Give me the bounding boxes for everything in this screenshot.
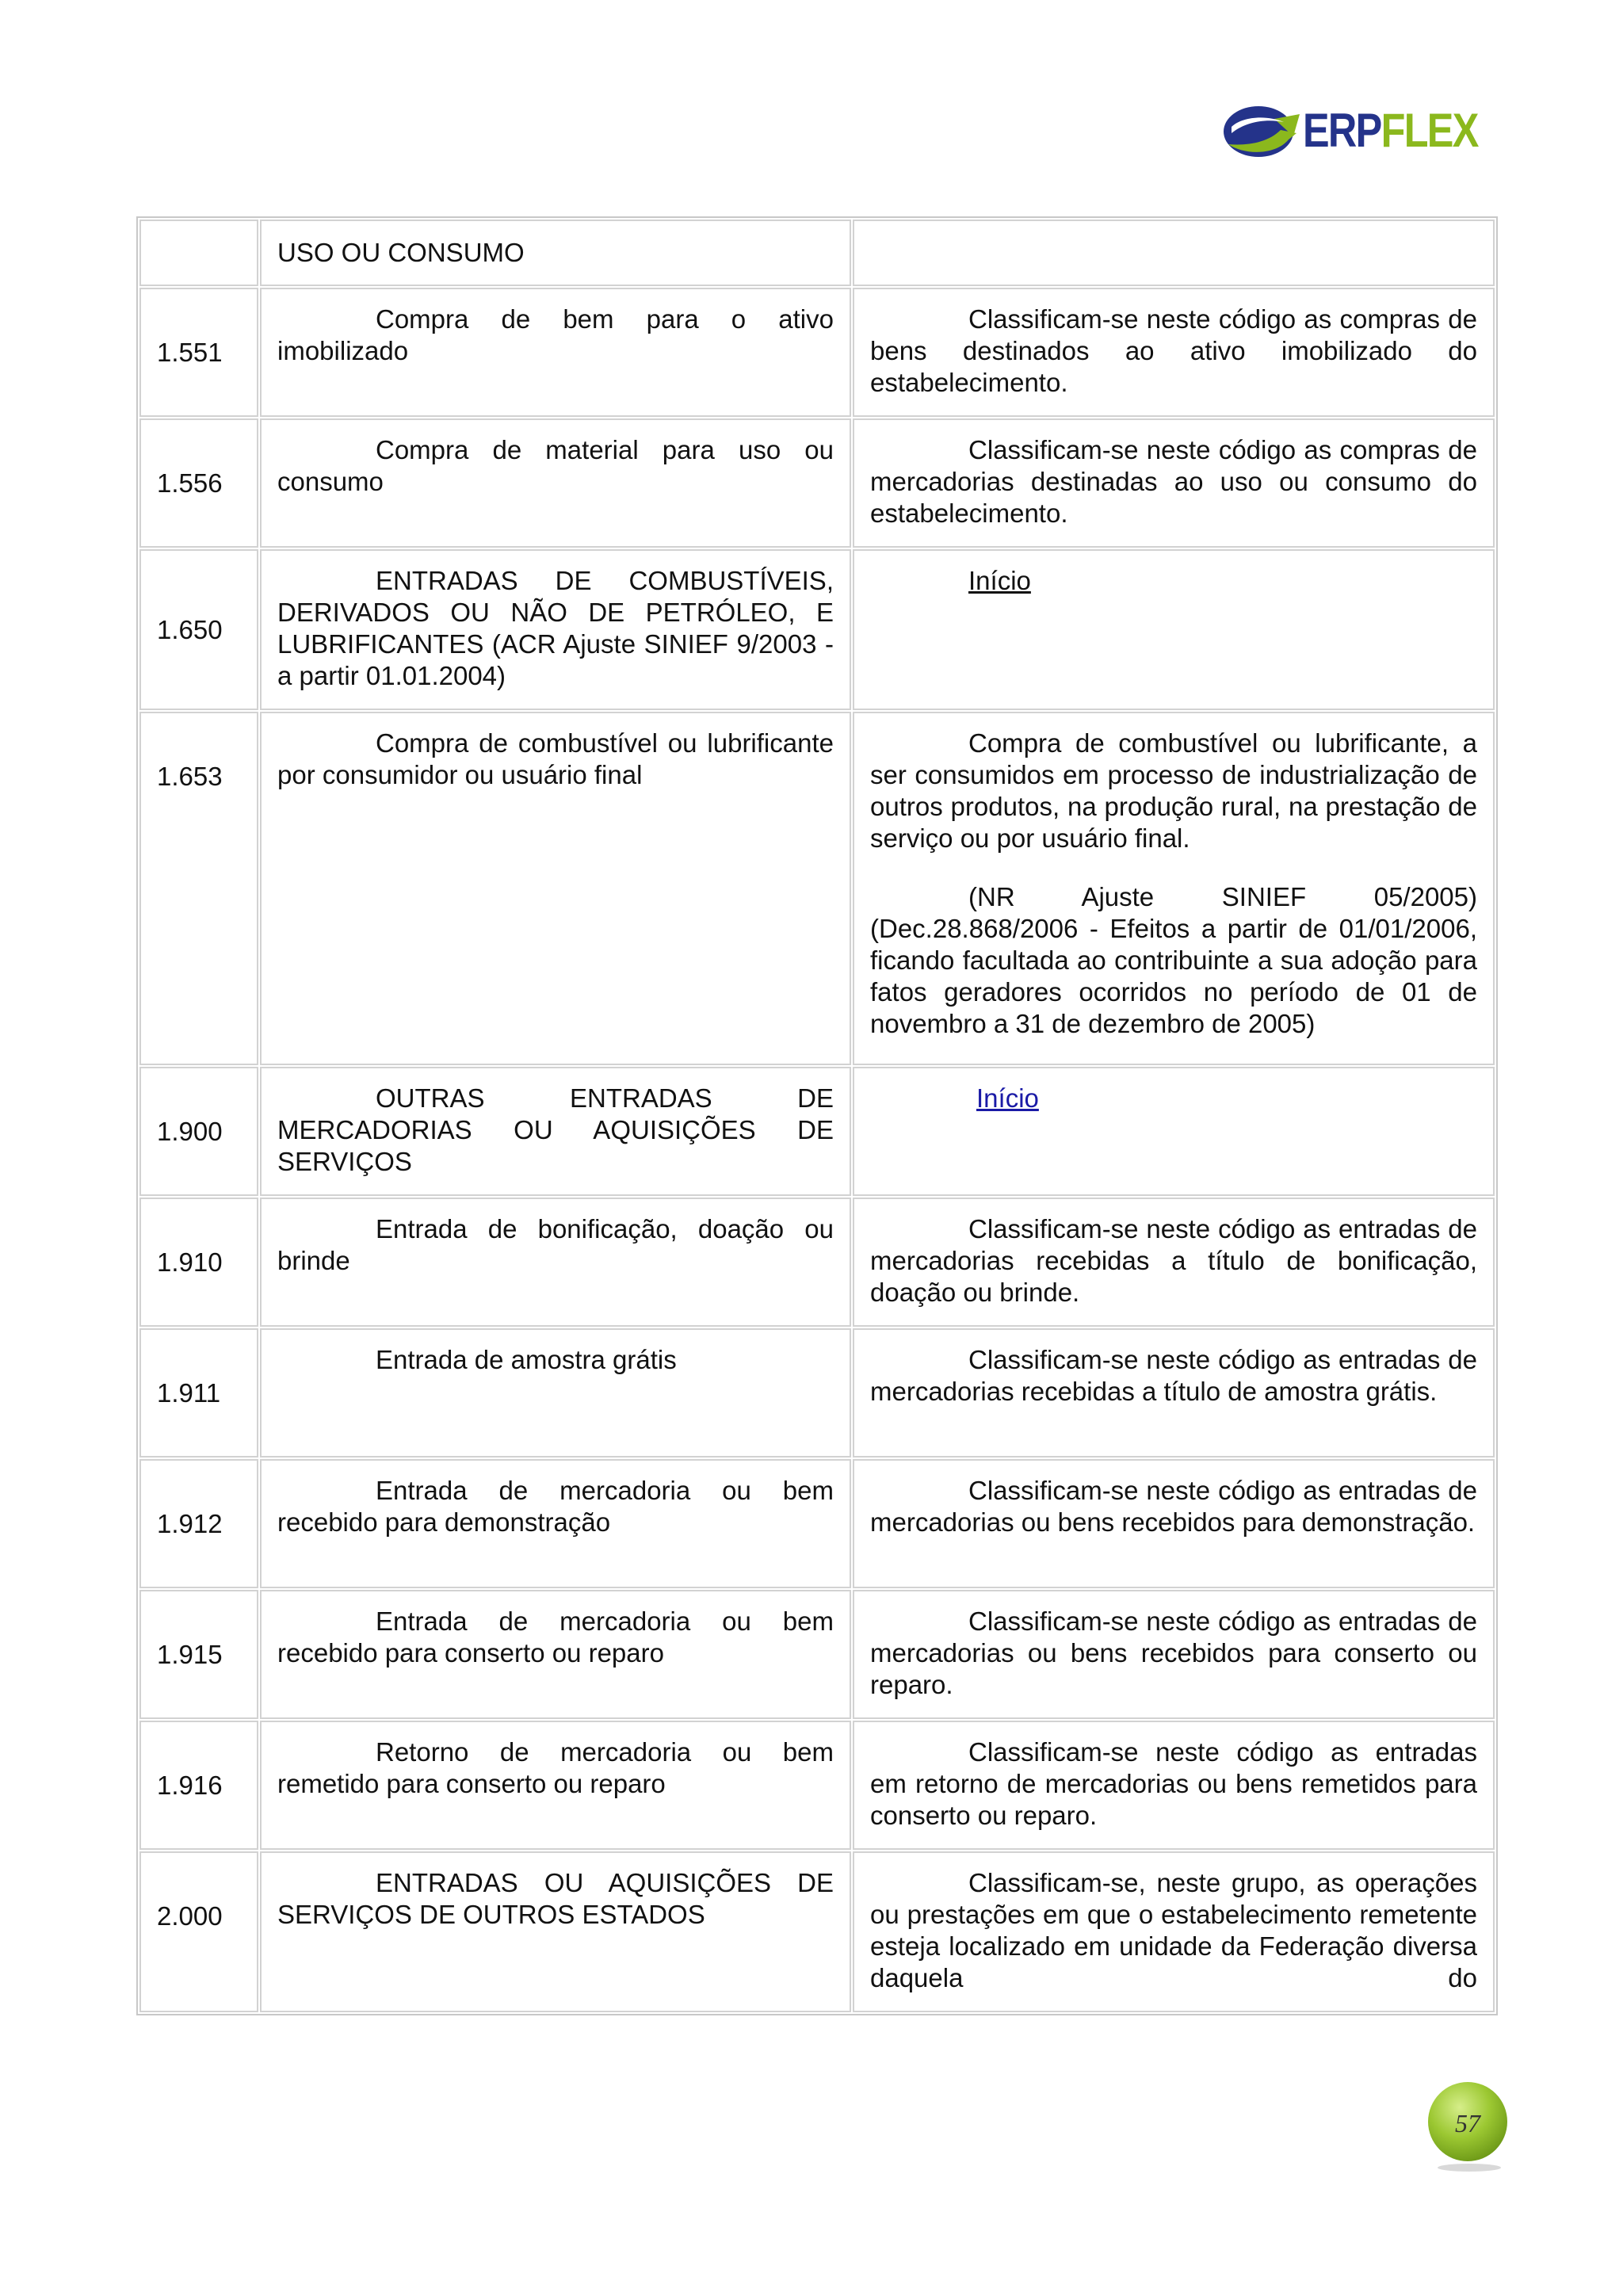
cfop-description: Entrada de amostra grátis bbox=[260, 1328, 851, 1457]
cfop-code: 1.556 bbox=[139, 418, 258, 548]
table-row bbox=[139, 1851, 1495, 2012]
cfop-note bbox=[853, 1067, 1495, 1196]
cfop-code: 1.912 bbox=[139, 1459, 258, 1588]
table-row bbox=[139, 1198, 1495, 1327]
cfop-table bbox=[136, 216, 1498, 2015]
cfop-note: Classificam-se neste código as compras de mercadorias destinadas ao uso ou consumo do estabelecimento. bbox=[853, 418, 1495, 548]
table-row bbox=[139, 1721, 1495, 1850]
cfop-description: Retorno de mercadoria ou bem remetido para conserto ou reparo bbox=[260, 1721, 851, 1850]
erpflex-logo bbox=[1220, 95, 1490, 166]
cfop-note bbox=[853, 220, 1495, 286]
cfop-code: 1.910 bbox=[139, 1198, 258, 1327]
table-row bbox=[139, 1590, 1495, 1719]
table-row bbox=[139, 220, 1495, 286]
inicio-link[interactable]: Início bbox=[968, 566, 1031, 595]
cfop-note bbox=[853, 549, 1495, 710]
cfop-description: ENTRADAS DE COMBUSTÍVEIS, DERIVADOS OU NÃO DE PETRÓLEO, E LUBRIFICANTES (ACR Ajuste SINIEF 9/2003 - a partir 01.01.2004) bbox=[260, 549, 851, 710]
cfop-description: USO OU CONSUMO bbox=[260, 220, 851, 286]
logo-wordmark: ERPFLEX bbox=[1303, 104, 1478, 157]
cfop-code bbox=[139, 220, 258, 286]
cfop-code: 1.653 bbox=[139, 712, 258, 1065]
table-row bbox=[139, 418, 1495, 548]
inicio-link[interactable]: Início bbox=[976, 1083, 1039, 1113]
cfop-code: 1.911 bbox=[139, 1328, 258, 1457]
cfop-description: Entrada de mercadoria ou bem recebido para conserto ou reparo bbox=[260, 1590, 851, 1719]
table-row bbox=[139, 712, 1495, 1065]
table-row bbox=[139, 1459, 1495, 1588]
cfop-note: Classificam-se neste código as entradas de mercadorias recebidas a título de amostra grátis. bbox=[853, 1328, 1495, 1457]
cfop-note: Classificam-se neste código as entradas em retorno de mercadorias ou bens remetidos para conserto ou reparo. bbox=[853, 1721, 1495, 1850]
cfop-code: 1.915 bbox=[139, 1590, 258, 1719]
page-number-badge bbox=[1426, 2080, 1515, 2169]
cfop-description: Compra de material para uso ou consumo bbox=[260, 418, 851, 548]
cfop-note: Classificam-se neste código as compras de bens destinados ao ativo imobilizado do estabelecimento. bbox=[853, 288, 1495, 417]
table-row bbox=[139, 288, 1495, 417]
cfop-note: Classificam-se neste código as entradas de mercadorias ou bens recebidos para conserto ou reparo. bbox=[853, 1590, 1495, 1719]
cfop-code: 2.000 bbox=[139, 1851, 258, 2012]
cfop-description: Entrada de mercadoria ou bem recebido para demonstração bbox=[260, 1459, 851, 1588]
cfop-note: Classificam-se neste código as entradas de mercadorias ou bens recebidos para demonstração. bbox=[853, 1459, 1495, 1588]
table-row bbox=[139, 1067, 1495, 1196]
cfop-description: Entrada de bonificação, doação ou brinde bbox=[260, 1198, 851, 1327]
cfop-description: Compra de combustível ou lubrificante por consumidor ou usuário final bbox=[260, 712, 851, 1065]
cfop-code: 1.551 bbox=[139, 288, 258, 417]
table-row bbox=[139, 1328, 1495, 1457]
table-row bbox=[139, 549, 1495, 710]
cfop-description: ENTRADAS OU AQUISIÇÕES DE SERVIÇOS DE OUTROS ESTADOS bbox=[260, 1851, 851, 2012]
cfop-code: 1.916 bbox=[139, 1721, 258, 1850]
cfop-note: Compra de combustível ou lubrificante, a ser consumidos em processo de industrialização de outros produtos, na produção rural, na prestação de serviço ou por usuário final. (NR Ajuste SINIEF 05/2005) (Dec.28.868/2006 - Efeitos a partir de 01/01/2006, ficando facultada ao contribuinte a sua adoção para fatos geradores ocorridos no período de 01 de novembro a 31 de dezembro de 2005) bbox=[853, 712, 1495, 1065]
cfop-code: 1.650 bbox=[139, 549, 258, 710]
cfop-note: Classificam-se neste código as entradas de mercadorias recebidas a título de bonificação, doação ou brinde. bbox=[853, 1198, 1495, 1327]
cfop-note: Classificam-se, neste grupo, as operações ou prestações em que o estabelecimento remetente esteja localizado em unidade da Federação diversa daquela do bbox=[853, 1851, 1495, 2012]
page-number: 57 bbox=[1455, 2109, 1480, 2137]
cfop-description: Compra de bem para o ativo imobilizado bbox=[260, 288, 851, 417]
cfop-code: 1.900 bbox=[139, 1067, 258, 1196]
cfop-description: OUTRAS ENTRADAS DE MERCADORIAS OU AQUISIÇÕES DE SERVIÇOS bbox=[260, 1067, 851, 1196]
